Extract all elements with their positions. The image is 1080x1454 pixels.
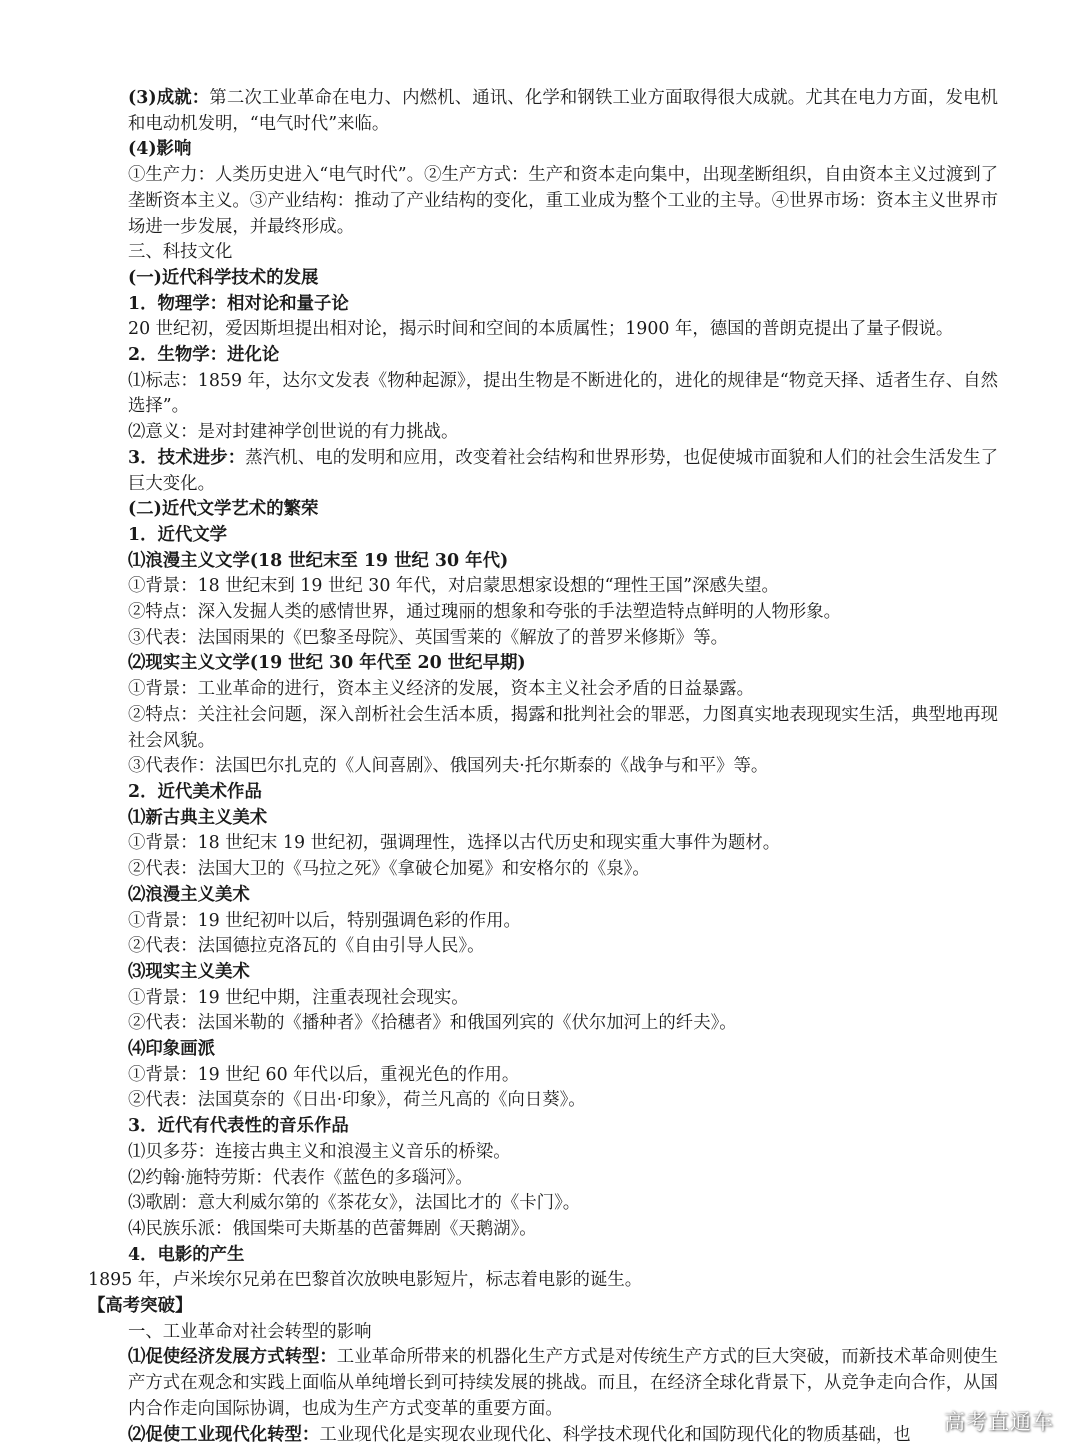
paragraph-influence: ①生产力：人类历史进入“电气时代”。②生产方式：生产和资本走向集中，出现垄断组织，自由资本主义过渡到了垄断资本主义。③产业结构：推动了产业结构的变化，重工业成为整个工业的主导。④世界市场：资本主义世界市场进一步发展，并最终形成。	[128, 165, 998, 237]
paragraph: ⑴标志：1859 年，达尔文发表《物种起源》，提出生物是不断进化的，进化的规律是“物竞天择、适者生存、自然选择”。	[128, 370, 998, 417]
item-heading: ⑶现实主义美术	[128, 961, 250, 982]
paragraph: ③代表作：法国巴尔扎克的《人间喜剧》、俄国列夫·托尔斯泰的《战争与和平》等。	[128, 756, 769, 777]
subsection-heading: (一)近代科学技术的发展	[128, 267, 319, 288]
subsection-heading: (二)近代文学艺术的繁荣	[128, 499, 319, 520]
paragraph-industrial-transformation: ⑵促使工业现代化转型：工业现代化是实现农业现代化、科学技术现代化和国防现代化的物质基础，也	[128, 1424, 911, 1445]
paragraph: 1895 年，卢米埃尔兄弟在巴黎首次放映电影短片，标志着电影的诞生。	[88, 1270, 643, 1291]
paragraph: ⑶歌剧：意大利威尔第的《茶花女》，法国比才的《卡门》。	[128, 1193, 581, 1214]
paragraph: ②代表：法国莫奈的《日出·印象》，荷兰凡高的《向日葵》。	[128, 1090, 586, 1111]
paragraph: ①背景：工业革命的进行，资本主义经济的发展，资本主义社会矛盾的日益暴露。	[128, 679, 755, 700]
section-heading-exam: 【高考突破】	[88, 1296, 193, 1317]
paragraph: ①背景：18 世纪末到 19 世纪 30 年代，对启蒙思想家设想的“理性王国”深感失望。	[128, 576, 779, 597]
topic-heading: 1．物理学：相对论和量子论	[128, 293, 349, 314]
topic-heading: 4．电影的产生	[128, 1244, 245, 1265]
document-page	[88, 86, 998, 1448]
paragraph: ①背景：19 世纪中期，注重表现社会现实。	[128, 987, 469, 1008]
item-heading: ⑴新古典主义美术	[128, 807, 268, 828]
paragraph: ②特点：关注社会问题，深入剖析社会生活本质，揭露和批判社会的罪恶，力图真实地表现现实生活，典型地再现社会风貌。	[128, 704, 998, 751]
item-heading: ⑵现实主义文学(19 世纪 30 年代至 20 世纪早期)	[128, 653, 526, 674]
item-heading: ⑵浪漫主义美术	[128, 884, 250, 905]
topic-heading: 2．生物学：进化论	[128, 345, 280, 366]
paragraph: ①背景：18 世纪末 19 世纪初，强调理性，选择以古代历史和现实重大事件为题材。	[128, 833, 781, 854]
section-heading-tech-culture: 三、科技文化	[128, 242, 233, 263]
heading-influence: (4)影响	[128, 139, 192, 160]
paragraph: ①背景：19 世纪 60 年代以后，重视光色的作用。	[128, 1064, 520, 1085]
topic-heading: 3．近代有代表性的音乐作品	[128, 1116, 349, 1137]
paragraph: ③代表：法国雨果的《巴黎圣母院》、英国雪莱的《解放了的普罗米修斯》等。	[128, 627, 728, 648]
paragraph: ②特点：深入发掘人类的感情世界，通过瑰丽的想象和夸张的手法塑造特点鲜明的人物形象。	[128, 602, 842, 623]
paragraph: ②代表：法国米勒的《播种者》《拾穗者》和俄国列宾的《伏尔加河上的纤夫》。	[128, 1013, 737, 1034]
paragraph: ⑷民族乐派：俄国柴可夫斯基的芭蕾舞剧《天鹅湖》。	[128, 1218, 537, 1239]
paragraph: ⑵意义：是对封建神学创世说的有力挑战。	[128, 422, 459, 443]
paragraph-economic-transformation: ⑴促使经济发展方式转型：工业革命所带来的机器化生产方式是对传统生产方式的巨大突破，而新技术革命则使生产方式在观念和实践上面临从单纯增长到可持续发展的挑战。而且，在经济全球化背景下，从竞争走向合作，从国内合作走向国际协调，也成为生产方式变革的重要方面。	[128, 1347, 998, 1419]
paragraph: ②代表：法国大卫的《马拉之死》《拿破仑加冕》和安格尔的《泉》。	[128, 859, 650, 880]
paragraph: ②代表：法国德拉克洛瓦的《自由引导人民》。	[128, 936, 485, 957]
paragraph-tech-progress: 3．技术进步：蒸汽机、电的发明和应用，改变着社会结构和世界形势，也促使城市面貌和人们的社会生活发生了巨大变化。	[128, 447, 998, 494]
paragraph: 20 世纪初，爱因斯坦提出相对论，揭示时间和空间的本质属性；1900 年，德国的普朗克提出了量子假说。	[128, 319, 954, 340]
paragraph: ⑴贝多芬：连接古典主义和浪漫主义音乐的桥梁。	[128, 1141, 511, 1162]
topic-heading: 1．近代文学	[128, 524, 228, 545]
paragraph-achievement: (3)成就：第二次工业革命在电力、内燃机、通讯、化学和钢铁工业方面取得很大成就。尤其在电力方面，发电机和电动机发明，“电气时代”来临。	[128, 88, 998, 134]
watermark: 高考直通车	[944, 1410, 1054, 1434]
paragraph: ⑵约翰·施特劳斯：代表作《蓝色的多瑙河》。	[128, 1167, 473, 1188]
item-heading: ⑴浪漫主义文学(18 世纪末至 19 世纪 30 年代)	[128, 550, 509, 571]
section-heading: 一、工业革命对社会转型的影响	[128, 1321, 372, 1342]
paragraph: ①背景：19 世纪初叶以后，特别强调色彩的作用。	[128, 910, 521, 931]
topic-heading: 2．近代美术作品	[128, 781, 262, 802]
item-heading: ⑷印象画派	[128, 1039, 215, 1060]
